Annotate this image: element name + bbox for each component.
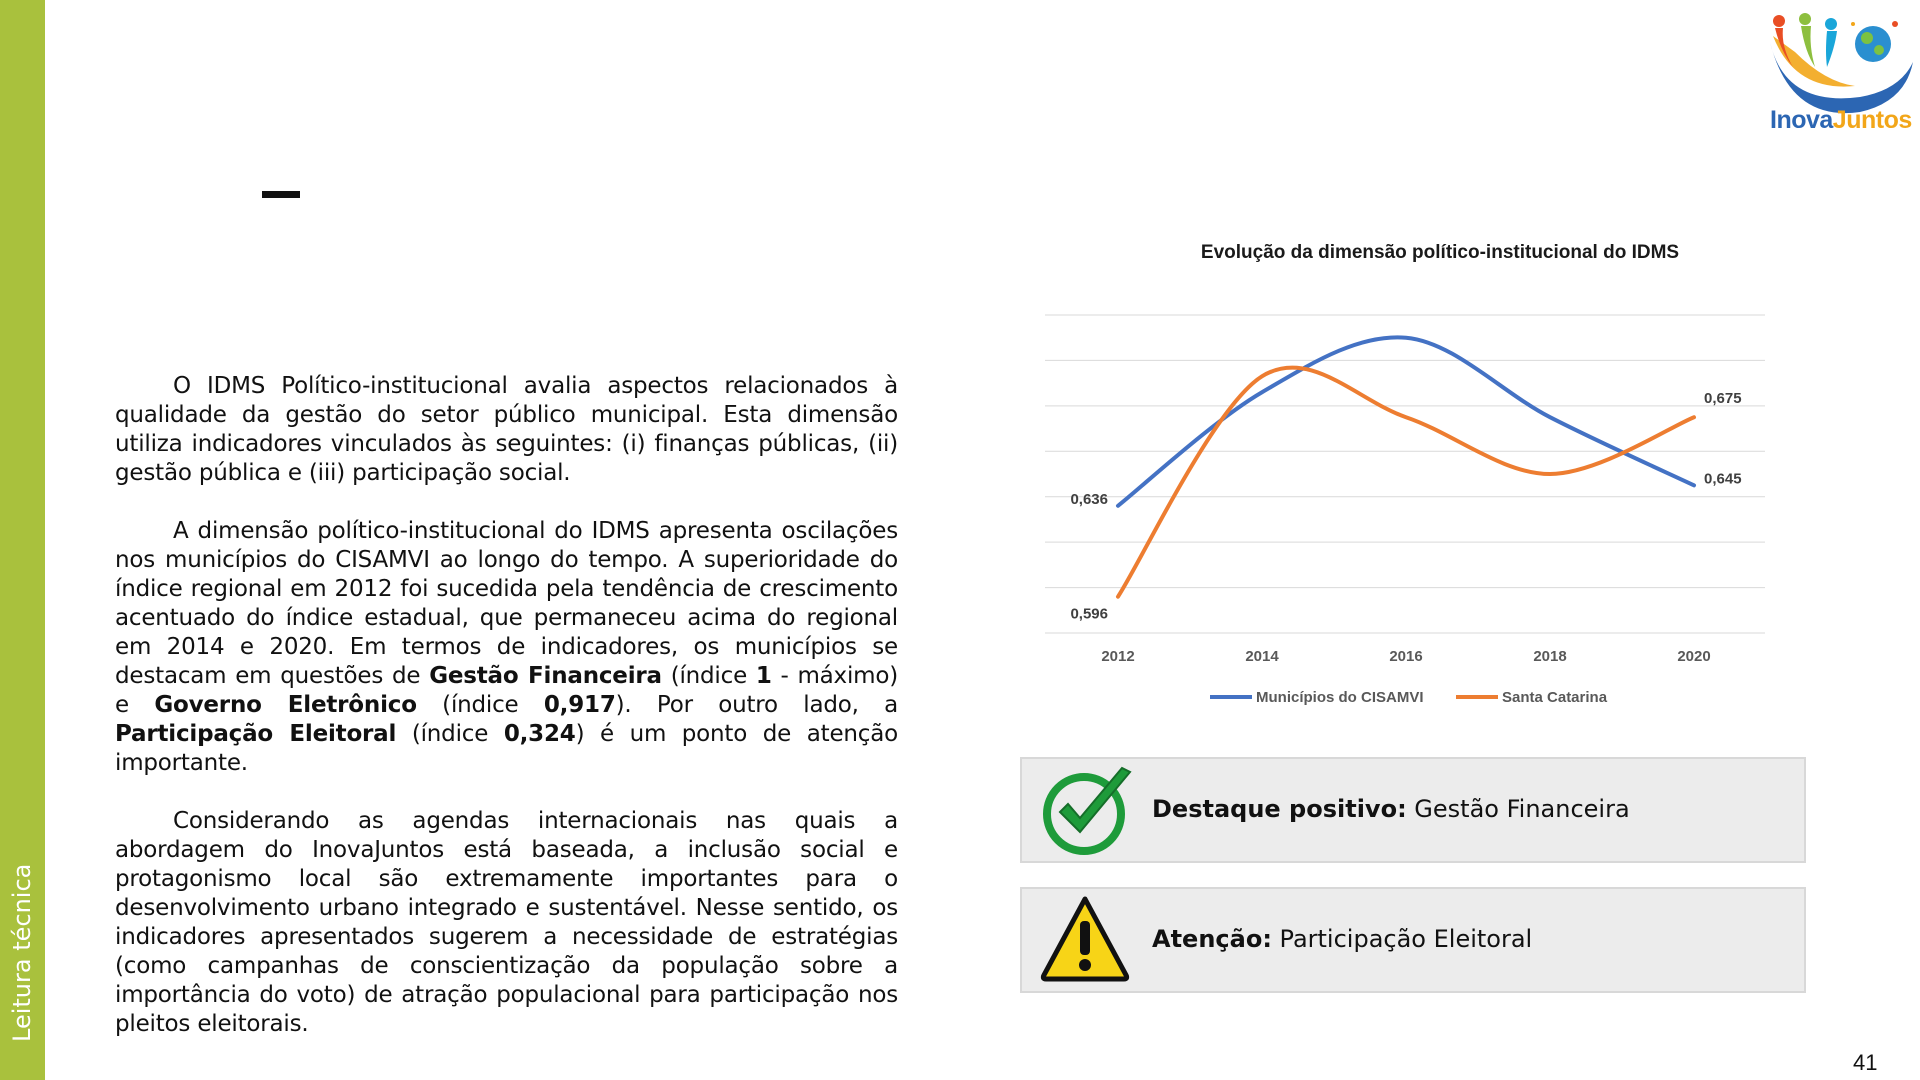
paragraph-1: O IDMS Político-institucional avalia aspectos relacionados à qualidade da gestão do setor público municipal. Esta dimensão utiliza indicadores vinculados às seguintes: (i) finanças públicas, (ii) gestão pública e (iii) participação social. [115, 373, 898, 486]
line-chart [1040, 300, 1820, 720]
logo-text: InovaJuntos [1770, 106, 1912, 134]
data-label: 0,675 [1704, 390, 1742, 408]
series-line-1 [1118, 337, 1694, 505]
page-number: 41 [1853, 1050, 1878, 1075]
x-tick-label: 2020 [1677, 648, 1711, 665]
series-line-2 [1118, 368, 1694, 597]
paragraph-3: Considerando as agendas internacionais nas quais a abordagem do InovaJuntos está baseada, a inclusão social e protagonismo local são extremamente importantes para o desenvolvimento urbano integrado e sustentável. Nesse sentido, os indicadores apresentados sugerem a necessidade de estratégias (como campanhas de conscientização da população sobre a importância do voto) de atração populacional para participação nos pleitos eleitorais. [115, 808, 898, 1037]
x-tick-label: 2018 [1533, 648, 1567, 665]
x-tick-label: 2012 [1101, 648, 1135, 665]
x-tick-label: 2014 [1245, 648, 1279, 665]
positive-highlight-card [1020, 757, 1806, 863]
data-label: 0,596 [1070, 605, 1108, 623]
attention-card [1020, 887, 1806, 993]
side-label: Leitura técnica [8, 863, 36, 1042]
warning-icon [1040, 895, 1130, 983]
legend-label-1: Municípios do CISAMVI [1256, 689, 1424, 706]
title-dash [262, 191, 300, 198]
attention-text: Atenção: Participação Eleitoral [1152, 925, 1533, 953]
body-text [115, 372, 898, 1068]
legend-label-2: Santa Catarina [1502, 689, 1608, 706]
paragraph-2: A dimensão político-institucional do IDMS apresenta oscilações nos municípios do CISAMVI ao longo do tempo. A superioridade do índice regional em 2012 foi sucedida pela tendência de crescimento acentuado do índice estadual, que permaneceu acima do regional em 2014 e 2020. Em termos de indicadores, os municípios se destacam em questões de Gestão Financeira (índice 1 - máximo) e Governo Eletrônico (índice 0,917). Por outro lado, a Participação Eleitoral (índice 0,324) é um ponto de atenção importante. [115, 518, 899, 776]
data-label: 0,636 [1070, 490, 1108, 508]
check-icon [1042, 766, 1137, 856]
positive-text: Destaque positivo: Gestão Financeira [1152, 795, 1630, 823]
data-label: 0,645 [1704, 470, 1742, 488]
x-tick-label: 2016 [1389, 648, 1423, 665]
chart-title: Evolução da dimensão político-institucional do IDMS [1200, 242, 1680, 263]
